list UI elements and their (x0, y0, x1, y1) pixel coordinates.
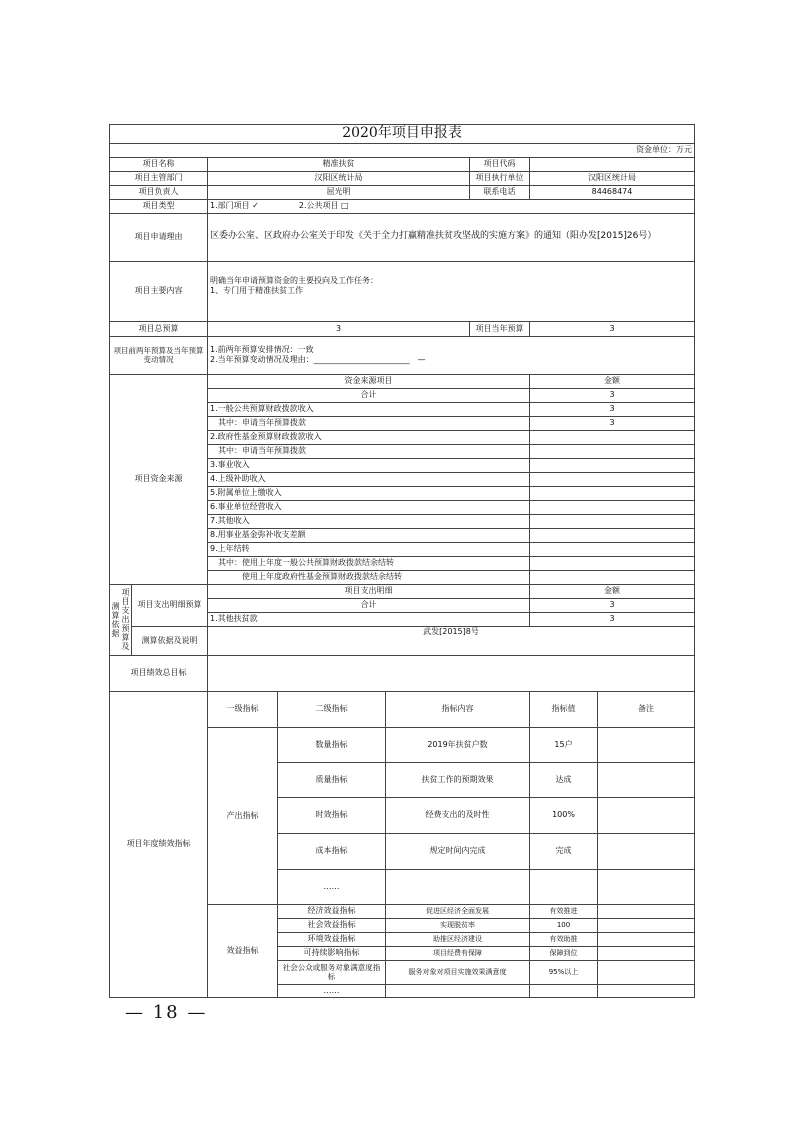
output-l2: 成本指标 (278, 833, 386, 869)
funding-row-name: 1.一般公共预算财政拨款收入 (208, 402, 530, 416)
output-content: 2019年扶贫户数 (386, 727, 530, 762)
dept-label: 项目主管部门 (110, 171, 208, 185)
effect-content: 助推区经济建设 (386, 932, 530, 946)
funding-row-amount: 3 (530, 416, 695, 430)
funding-row-name: 7.其他收入 (208, 514, 530, 528)
funding-row-name: 合计 (208, 388, 530, 402)
owner-value: 屈光明 (208, 185, 470, 199)
effect-l2: 社会公众或服务对象满意度指标 (278, 960, 386, 984)
effect-l2: …… (278, 984, 386, 997)
expense-col-item: 项目支出明细 (208, 584, 530, 598)
funding-row-name: 其中：申请当年预算拨款 (208, 444, 530, 458)
funding-row-amount (530, 486, 695, 500)
total-budget-label: 项目总预算 (110, 321, 208, 336)
phone-value: 84468474 (530, 185, 695, 199)
effect-content: 服务对象对项目实施效果满意度 (386, 960, 530, 984)
total-budget-value: 3 (208, 321, 470, 336)
output-value: 100% (530, 797, 598, 833)
funding-col-amount: 金额 (530, 374, 695, 388)
funding-row-name: 5.附属单位上缴收入 (208, 486, 530, 500)
effect-value: 有效推进 (530, 904, 598, 918)
funding-row-amount (530, 514, 695, 528)
output-value: 15户 (530, 727, 598, 762)
goal-label: 项目绩效总目标 (110, 655, 208, 691)
funding-row-name: 其中：申请当年预算拨款 (208, 416, 530, 430)
year-budget-label: 项目当年预算 (470, 321, 530, 336)
perf-h2: 二级指标 (278, 691, 386, 727)
output-value (530, 869, 598, 904)
funding-row-name: 3.事业收入 (208, 458, 530, 472)
change-label: 项目前两年预算及当年预算变动情况 (110, 336, 208, 374)
effect-value: 100 (530, 918, 598, 932)
dept-value: 汉阳区统计局 (208, 171, 470, 185)
content-line-2: 1、专门用于精准扶贫工作 (210, 285, 304, 295)
exec-value: 汉阳区统计局 (530, 171, 695, 185)
expense-label (110, 584, 132, 655)
expense-basis: 武发[2015]8号 (208, 626, 695, 655)
funding-row-name: 使用上年度政府性基金预算财政拨款结余结转 (208, 570, 530, 584)
output-l2: 时效指标 (278, 797, 386, 833)
output-content: 扶贫工作的预期效果 (386, 762, 530, 797)
code-label: 项目代码 (470, 157, 530, 171)
expense-item-name: 1.其他扶贫款 (208, 612, 530, 626)
content-line-1: 明确当年申请预算资金的主要投向及工作任务： (210, 275, 378, 285)
effect-l2: 环境效益指标 (278, 932, 386, 946)
output-value: 达成 (530, 762, 598, 797)
perf-label: 项目年度绩效指标 (110, 691, 208, 997)
reason-label: 项目申请理由 (110, 213, 208, 261)
effect-l2: 社会效益指标 (278, 918, 386, 932)
perf-h5: 备注 (598, 691, 695, 727)
effect-l2: 经济效益指标 (278, 904, 386, 918)
expense-total-value: 3 (530, 598, 695, 612)
goal-text (208, 655, 695, 691)
output-l2: 数量指标 (278, 727, 386, 762)
change-line-2: 2.当年预算变动情况及理由：________________________ — (210, 355, 426, 364)
funding-row-name: 2.政府性基金预算财政拨款收入 (208, 430, 530, 444)
funding-label: 项目资金来源 (110, 374, 208, 584)
expense-item-value: 3 (530, 612, 695, 626)
name-value: 精准扶贫 (208, 157, 470, 171)
effect-value: 保障到位 (530, 946, 598, 960)
output-value: 完成 (530, 833, 598, 869)
exec-label: 项目执行单位 (470, 171, 530, 185)
perf-h3: 指标内容 (386, 691, 530, 727)
phone-label: 联系电话 (470, 185, 530, 199)
name-label: 项目名称 (110, 157, 208, 171)
application-form (109, 124, 694, 998)
type-label: 项目类型 (110, 199, 208, 213)
unit-label: 资金单位：万元 (530, 143, 695, 157)
expense-col-amount: 金额 (530, 584, 695, 598)
funding-row-name: 8.用事业基金弥补收支差额 (208, 528, 530, 542)
output-l2: 质量指标 (278, 762, 386, 797)
change-line-1: 1.前两年预算安排情况：一致 (210, 345, 314, 354)
year-budget-value: 3 (530, 321, 695, 336)
page-number: — 18 — (125, 1002, 208, 1023)
expense-total-label: 合计 (208, 598, 530, 612)
funding-row-name: 其中：使用上年度一般公共预算财政拨款结余结转 (208, 556, 530, 570)
funding-row-amount (530, 570, 695, 584)
funding-row-amount (530, 542, 695, 556)
effect-l2: 可持续影响指标 (278, 946, 386, 960)
funding-row-name: 9.上年结转 (208, 542, 530, 556)
effect-content: 促进区经济全面发展 (386, 904, 530, 918)
funding-row-amount (530, 444, 695, 458)
content-text (208, 261, 695, 321)
effect-content: 项目经费有保障 (386, 946, 530, 960)
owner-label: 项目负责人 (110, 185, 208, 199)
funding-row-amount (530, 556, 695, 570)
output-content: 规定时间内完成 (386, 833, 530, 869)
reason-text: 区委办公室、区政府办公室关于印发《关于全力打赢精准扶贫攻坚战的实施方案》的通知（阳办发[2015]26号） (208, 213, 695, 261)
funding-row-amount (530, 472, 695, 486)
code-value (530, 157, 695, 171)
effect-content (386, 984, 530, 997)
change-text (208, 336, 695, 374)
effect-value (530, 984, 598, 997)
funding-row-amount (530, 500, 695, 514)
output-content: 经费支出的及时性 (386, 797, 530, 833)
effect-value: 有效助推 (530, 932, 598, 946)
page-title: 2020年项目申报表 (110, 125, 695, 144)
effect-value: 95%以上 (530, 960, 598, 984)
funding-row-amount: 3 (530, 402, 695, 416)
effect-label: 效益指标 (208, 904, 278, 997)
expense-label-text: 项目支出预算及测算依据 (111, 588, 130, 651)
perf-h1: 一级指标 (208, 691, 278, 727)
output-l2: …… (278, 869, 386, 904)
form-table (109, 124, 695, 998)
funding-row-name: 4.上级补助收入 (208, 472, 530, 486)
effect-content: 实现脱贫率 (386, 918, 530, 932)
output-label: 产出指标 (208, 727, 278, 904)
funding-col-item: 资金来源项目 (208, 374, 530, 388)
funding-row-name: 6.事业单位经营收入 (208, 500, 530, 514)
perf-h4: 指标值 (530, 691, 598, 727)
funding-row-amount (530, 528, 695, 542)
expense-sub-detail: 项目支出明细预算 (132, 584, 208, 626)
content-label: 项目主要内容 (110, 261, 208, 321)
funding-row-amount (530, 458, 695, 472)
funding-row-amount (530, 430, 695, 444)
type-value: 1.部门项目 ✓ 2.公共项目 □ (208, 199, 695, 213)
funding-row-amount: 3 (530, 388, 695, 402)
expense-sub-basis: 测算依据及说明 (132, 626, 208, 655)
output-content (386, 869, 530, 904)
